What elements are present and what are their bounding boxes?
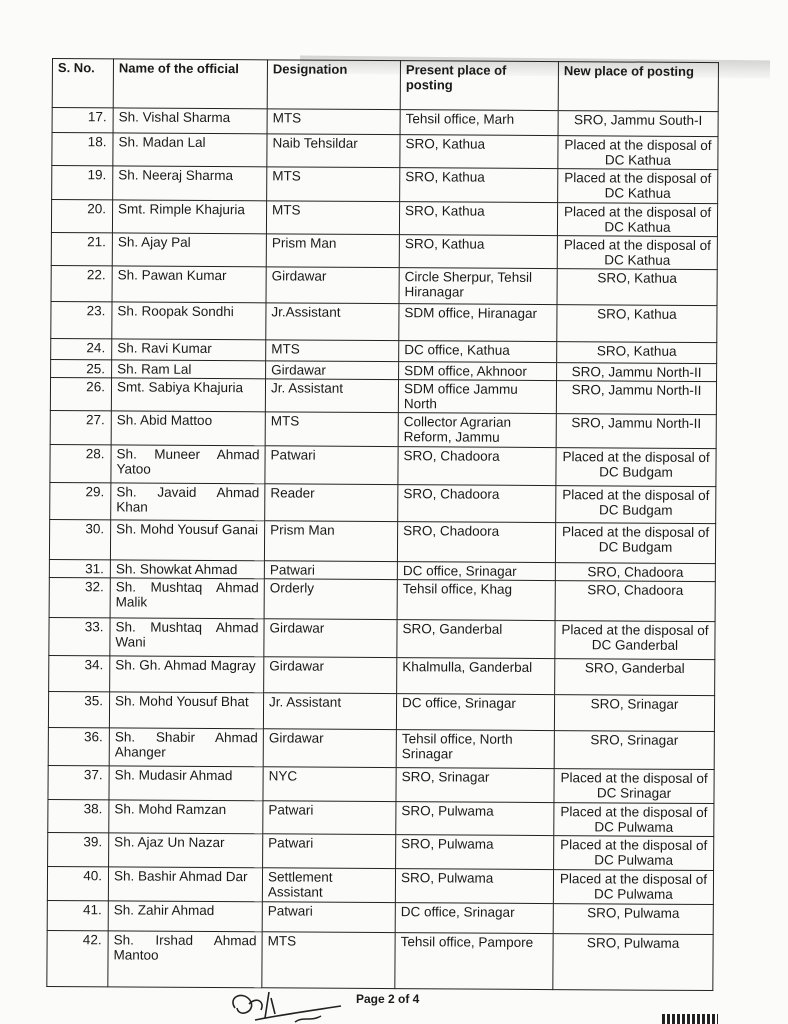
- cell-name: Smt. Rimple Khajuria: [112, 200, 266, 234]
- cell-present-posting: DC office, Srinagar: [395, 903, 553, 934]
- cell-name: Sh. Mohd Ramzan: [109, 800, 263, 834]
- cell-designation: MTS: [262, 932, 395, 989]
- table-row: [48, 727, 714, 769]
- cell-designation: Patwari: [263, 834, 396, 869]
- cell-sno: 34.: [49, 655, 110, 691]
- cell-name: Sh. Ravi Kumar: [112, 339, 266, 361]
- table-row: [51, 265, 717, 305]
- table-row: [51, 200, 717, 237]
- cell-present-posting: SRO, Pulwama: [396, 835, 554, 870]
- cell-new-posting: Placed at the disposal of DC Budgam: [556, 448, 716, 487]
- cell-name: Sh. Zahir Ahmad: [108, 901, 262, 932]
- cell-name: Sh. Pawan Kumar: [112, 266, 266, 303]
- table-row: [49, 655, 715, 695]
- cell-designation: Girdawar: [263, 729, 396, 768]
- cell-name: Sh. Showkat Ahmad: [110, 560, 264, 579]
- cell-present-posting: SRO, Kathua: [400, 135, 558, 169]
- cell-designation: Jr.Assistant: [266, 303, 399, 341]
- cell-sno: 35.: [48, 691, 109, 727]
- cell-present-posting: DC office, Srinagar: [397, 562, 555, 581]
- cell-present-posting: SRO, Chadoora: [398, 447, 556, 486]
- header-new-posting: New place of posting: [558, 62, 718, 112]
- table-row: [52, 133, 718, 170]
- header-present-posting: Present place of posting: [400, 61, 558, 111]
- cell-present-posting: SRO, Pulwama: [395, 869, 553, 904]
- cell-designation: Girdawar: [266, 267, 399, 304]
- header-sno: S. No.: [52, 59, 113, 108]
- cell-sno: 38.: [48, 799, 109, 832]
- table-row: [51, 301, 717, 342]
- cell-new-posting: SRO, Srinagar: [554, 695, 714, 732]
- table-row: [47, 866, 713, 904]
- table-row: [50, 482, 716, 523]
- cell-present-posting: DC office, Srinagar: [396, 694, 554, 731]
- cell-sno: 29.: [50, 482, 111, 519]
- cell-designation: Orderly: [264, 579, 397, 620]
- cell-present-posting: SDM office, Akhnoor: [399, 362, 557, 381]
- cell-name: Sh. Shabir Ahmad Ahanger: [109, 728, 263, 767]
- cell-sno: 28.: [50, 444, 111, 482]
- cell-name: Sh. Mohd Yousuf Bhat: [109, 692, 263, 729]
- cell-present-posting: Circle Sherpur, Tehsil Hiranagar: [399, 268, 557, 305]
- table-row: [49, 577, 715, 621]
- cell-designation: Patwari: [263, 801, 396, 835]
- cell-designation: Naib Tehsildar: [267, 134, 400, 168]
- cell-new-posting: Placed at the disposal of DC Budgam: [556, 486, 716, 524]
- cell-present-posting: SDM office Jammu North: [398, 380, 556, 414]
- cell-name: Sh. Neeraj Sharma: [113, 166, 267, 201]
- table-row: [48, 832, 714, 870]
- cell-new-posting: Placed at the disposal of DC Budgam: [555, 523, 715, 564]
- cell-name: Sh. Muneer Ahmad Yatoo: [111, 445, 265, 484]
- cell-present-posting: SRO, Kathua: [400, 168, 558, 203]
- cell-name: Sh. Mudasir Ahmad: [109, 766, 263, 801]
- cell-new-posting: Placed at the disposal of DC Srinagar: [554, 769, 714, 804]
- cell-new-posting: SRO, Chadoora: [555, 563, 715, 582]
- cell-sno: 36.: [48, 727, 109, 765]
- cell-new-posting: SRO, Ganderbal: [555, 659, 715, 696]
- cell-present-posting: Tehsil office, Pampore: [395, 933, 553, 990]
- qr-code: [662, 1014, 718, 1024]
- cell-sno: 26.: [50, 377, 111, 410]
- cell-present-posting: SRO, Ganderbal: [397, 620, 555, 659]
- cell-sno: 27.: [50, 410, 111, 444]
- cell-sno: 20.: [51, 200, 112, 233]
- table-row: [49, 617, 715, 659]
- cell-sno: 19.: [52, 166, 113, 200]
- cell-designation: Prism Man: [266, 234, 399, 268]
- cell-designation: Reader: [265, 484, 398, 522]
- cell-present-posting: DC office, Kathua: [399, 341, 557, 363]
- cell-designation: Jr. Assistant: [265, 379, 398, 413]
- cell-sno: 41.: [47, 900, 108, 930]
- header-designation: Designation: [267, 60, 400, 110]
- cell-name: Sh. Irshad Ahmad Mantoo: [108, 931, 262, 988]
- cell-sno: 17.: [52, 108, 113, 133]
- cell-new-posting: SRO, Jammu North-II: [556, 381, 716, 415]
- cell-name: Sh. Ajaz Un Nazar: [109, 833, 263, 868]
- cell-new-posting: SRO, Pulwama: [553, 904, 713, 935]
- cell-name: Sh. Mushtaq Ahmad Wani: [110, 618, 264, 657]
- table-row: [48, 799, 714, 836]
- table-row: [50, 377, 716, 414]
- cell-present-posting: SRO, Kathua: [399, 202, 557, 236]
- cell-designation: MTS: [266, 201, 399, 235]
- table-row: [49, 519, 715, 563]
- page-number: Page 2 of 4: [356, 992, 420, 1006]
- cell-sno: 32.: [49, 577, 110, 617]
- table-row: [47, 900, 713, 934]
- table-row: [50, 410, 716, 448]
- header-name: Name of the official: [113, 59, 267, 109]
- cell-new-posting: SRO, Chadoora: [555, 581, 715, 622]
- cell-name: Sh. Roopak Sondhi: [112, 302, 266, 340]
- table-row: [48, 765, 714, 803]
- cell-present-posting: Tehsil office, North Srinagar: [396, 730, 554, 769]
- cell-new-posting: Placed at the disposal of DC Pulwama: [554, 803, 714, 837]
- cell-sno: 31.: [49, 559, 110, 577]
- cell-present-posting: SRO, Pulwama: [396, 802, 554, 836]
- cell-name: Sh. Abid Mattoo: [111, 411, 265, 446]
- cell-designation: Girdawar: [266, 361, 399, 380]
- cell-sno: 25.: [51, 359, 112, 377]
- cell-sno: 37.: [48, 765, 109, 799]
- cell-name: Sh. Ram Lal: [112, 360, 266, 379]
- cell-designation: MTS: [266, 340, 399, 362]
- cell-sno: 24.: [51, 338, 112, 359]
- cell-present-posting: Tehsil office, Khag: [397, 580, 555, 621]
- cell-designation: Settlement Assistant: [262, 868, 395, 903]
- table-row: [48, 691, 714, 731]
- table-row: [52, 166, 718, 204]
- cell-designation: Prism Man: [264, 521, 397, 562]
- table-row: [51, 232, 717, 269]
- table-row: [50, 444, 716, 486]
- cell-designation: Girdawar: [264, 657, 397, 694]
- cell-new-posting: SRO, Pulwama: [553, 934, 713, 991]
- cell-name: Sh. Madan Lal: [113, 133, 267, 167]
- cell-designation: Patwari: [262, 902, 395, 933]
- cell-name: Sh. Javaid Ahmad Khan: [111, 483, 265, 521]
- cell-sno: 40.: [47, 866, 108, 900]
- cell-designation: Jr. Assistant: [263, 693, 396, 730]
- cell-sno: 21.: [51, 232, 112, 265]
- cell-new-posting: Placed at the disposal of DC Kathua: [558, 169, 718, 204]
- cell-sno: 33.: [49, 617, 110, 655]
- cell-designation: Patwari: [265, 446, 398, 485]
- cell-new-posting: SRO, Kathua: [557, 342, 717, 364]
- cell-sno: 30.: [49, 519, 110, 559]
- cell-designation: MTS: [267, 109, 400, 135]
- cell-new-posting: SRO, Jammu South-I: [558, 111, 718, 137]
- transfer-table: [46, 58, 719, 991]
- cell-designation: NYC: [263, 767, 396, 802]
- cell-new-posting: Placed at the disposal of DC Kathua: [557, 203, 717, 237]
- cell-sno: 42.: [47, 930, 108, 986]
- cell-sno: 23.: [51, 301, 112, 338]
- cell-name: Sh. Mohd Yousuf Ganai: [110, 520, 264, 561]
- cell-sno: 22.: [51, 265, 112, 301]
- cell-new-posting: SRO, Kathua: [557, 305, 717, 343]
- cell-name: Sh. Ajay Pal: [112, 233, 266, 267]
- cell-name: Sh. Vishal Sharma: [113, 108, 267, 134]
- cell-new-posting: SRO, Kathua: [557, 269, 717, 306]
- signature: [225, 988, 355, 1024]
- cell-new-posting: SRO, Srinagar: [554, 731, 714, 770]
- cell-new-posting: Placed at the disposal of DC Pulwama: [553, 870, 713, 905]
- cell-new-posting: SRO, Jammu North-II: [556, 414, 716, 449]
- cell-new-posting: Placed at the disposal of DC Pulwama: [554, 836, 714, 871]
- cell-sno: 18.: [52, 133, 113, 166]
- cell-present-posting: SRO, Chadoora: [397, 522, 555, 563]
- cell-present-posting: Khalmulla, Ganderbal: [397, 658, 555, 695]
- table-row: [47, 930, 713, 990]
- cell-new-posting: SRO, Jammu North-II: [557, 363, 717, 382]
- cell-designation: MTS: [267, 167, 400, 202]
- cell-present-posting: SRO, Kathua: [399, 235, 557, 269]
- cell-present-posting: SRO, Srinagar: [396, 768, 554, 803]
- cell-sno: 39.: [48, 832, 109, 866]
- cell-name: Sh. Gh. Ahmad Magray: [110, 656, 264, 693]
- cell-name: Smt. Sabiya Khajuria: [111, 378, 265, 412]
- cell-present-posting: SDM office, Hiranagar: [399, 304, 557, 342]
- cell-name: Sh. Mushtaq Ahmad Malik: [110, 578, 264, 619]
- cell-new-posting: Placed at the disposal of DC Kathua: [558, 136, 718, 170]
- cell-present-posting: SRO, Chadoora: [398, 485, 556, 523]
- cell-new-posting: Placed at the disposal of DC Ganderbal: [555, 621, 715, 660]
- cell-designation: Girdawar: [264, 619, 397, 658]
- cell-designation: Patwari: [264, 561, 397, 580]
- cell-designation: MTS: [265, 412, 398, 447]
- cell-name: Sh. Bashir Ahmad Dar: [108, 867, 262, 902]
- cell-present-posting: Collector Agrarian Reform, Jammu: [398, 413, 556, 448]
- cell-new-posting: Placed at the disposal of DC Kathua: [557, 236, 717, 270]
- cell-present-posting: Tehsil office, Marh: [400, 110, 558, 136]
- table-header-row: [52, 59, 718, 112]
